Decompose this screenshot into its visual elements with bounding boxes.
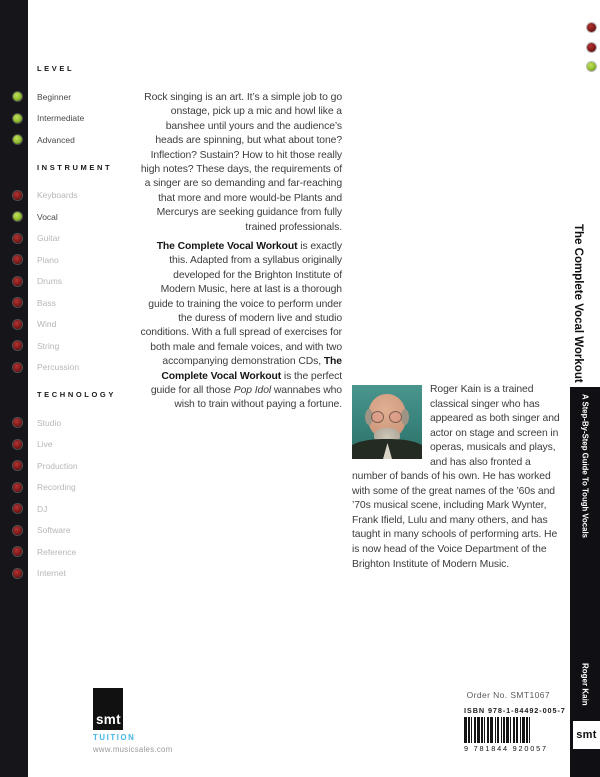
glasses-icon <box>371 411 384 423</box>
sidebar-item-software <box>0 520 150 542</box>
red-dot-icon <box>13 277 22 286</box>
description-text: is the perfect guide for all those <box>150 370 342 397</box>
sidebar-item-label: Vocal <box>37 211 58 222</box>
sidebar-item-wind <box>0 314 150 336</box>
red-dot-icon <box>13 341 22 350</box>
sidebar-item-keyboards <box>0 185 150 207</box>
green-dot-icon <box>13 135 22 144</box>
red-dot-icon <box>13 363 22 372</box>
sidebar-item-dj <box>0 498 150 520</box>
intro-paragraph: Rock singing is an art. It’s a simple job to go onstage, pick up a mic and howl like a banshee until yours and the audience’s heads are spinning, but what about tone? Inflection? Sustain? How to hit those really high notes? These days, the requirements of a singer are so demanding and far-reaching that more and more would-be Plants and Mercurys are seeking guidance from fully trained professionals. <box>140 92 342 233</box>
barcode <box>464 717 554 743</box>
spine-black-strip <box>570 387 600 777</box>
author-photo <box>352 385 422 459</box>
sidebar-item-label: Software <box>37 525 71 536</box>
sidebar-item-label: Drums <box>37 276 63 287</box>
book-title-inline: The Complete Vocal Workout <box>161 356 342 382</box>
sidebar-item-label: Internet <box>37 568 66 579</box>
sidebar-item-guitar <box>0 228 150 250</box>
red-dot-icon <box>13 526 22 535</box>
sidebar-item-piano <box>0 249 150 271</box>
sidebar-item-bass <box>0 292 150 314</box>
barcode-digits: 9 781844 920057 <box>464 744 548 753</box>
sidebar-item-vocal <box>0 206 150 228</box>
sidebar-item-studio <box>0 412 150 434</box>
green-dot-icon <box>587 62 596 71</box>
description-text: wannabes who wish to train without paying a fortune. <box>174 385 342 411</box>
sidebar-item-label: DJ <box>37 503 48 514</box>
sidebar-item-label: Recording <box>37 482 76 493</box>
red-dot-icon <box>13 440 22 449</box>
sidebar-item-intermediate <box>0 108 150 130</box>
sidebar-item-advanced <box>0 129 150 151</box>
red-dot-icon <box>587 23 596 32</box>
sidebar-item-recording <box>0 477 150 499</box>
sidebar-item-production <box>0 455 150 477</box>
section-heading: TECHNOLOGY <box>37 390 116 399</box>
section-heading: LEVEL <box>37 64 75 73</box>
sidebar-item-label: Reference <box>37 546 77 557</box>
spine-author: Roger Kain <box>580 663 590 706</box>
sidebar-item-label: Live <box>37 439 53 450</box>
sidebar-item-label: Studio <box>37 417 62 428</box>
sidebar-item-label: Advanced <box>37 134 75 145</box>
sidebar-item-label: Guitar <box>37 233 61 244</box>
photo-hair <box>401 409 409 425</box>
red-dot-icon <box>13 255 22 264</box>
sidebar-item-string <box>0 335 150 357</box>
sidebar-item-label: Production <box>37 460 78 471</box>
red-dot-icon <box>13 298 22 307</box>
category-sidebar <box>0 64 150 596</box>
red-dot-icon <box>13 418 22 427</box>
red-dot-icon <box>13 320 22 329</box>
red-dot-icon <box>13 191 22 200</box>
website-url: www.musicsales.com <box>93 745 173 754</box>
spine-title: The Complete Vocal Workout <box>572 224 584 383</box>
sidebar-item-label: Intermediate <box>37 113 85 124</box>
publisher-logo <box>93 688 123 730</box>
red-dot-icon <box>13 569 22 578</box>
spine-publisher-logo <box>573 721 600 749</box>
red-dot-icon <box>13 504 22 513</box>
red-dot-icon <box>13 483 22 492</box>
green-dot-icon <box>13 92 22 101</box>
sidebar-item-reference <box>0 541 150 563</box>
sidebar-item-label: Piano <box>37 254 59 265</box>
smt-logo-text: smt <box>576 729 597 741</box>
sidebar-item-label: String <box>37 340 60 351</box>
sidebar-item-live <box>0 434 150 456</box>
smt-logo-text: smt <box>96 712 121 727</box>
sidebar-item-label: Bass <box>37 297 56 308</box>
order-number: Order No. SMT1067 <box>466 690 550 700</box>
corner-status-dots <box>587 23 596 71</box>
section-heading: INSTRUMENT <box>37 162 113 172</box>
author-bio <box>352 383 564 572</box>
spine-subtitle: A Step-By-Step Guide To Tough Vocals <box>580 394 590 538</box>
sidebar-item-label: Beginner <box>37 91 72 102</box>
isbn-label: ISBN 978-1-84492-005-7 <box>464 706 566 715</box>
red-dot-icon <box>13 461 22 470</box>
series-label: TUITION <box>93 733 136 742</box>
glasses-icon <box>389 411 402 423</box>
sidebar-item-beginner <box>0 86 150 108</box>
green-dot-icon <box>13 114 22 123</box>
sidebar-item-drums <box>0 271 150 293</box>
sidebar-item-percussion <box>0 357 150 379</box>
sidebar-item-label: Percussion <box>37 362 80 373</box>
green-dot-icon <box>13 212 22 221</box>
pop-idol-italic: Pop Idol <box>233 385 272 397</box>
description-paragraph <box>138 240 342 413</box>
sidebar-item-internet <box>0 563 150 585</box>
sidebar-item-label: Keyboards <box>37 190 78 201</box>
sidebar-item-label: Wind <box>37 319 57 330</box>
red-dot-icon <box>587 43 596 52</box>
description-text: is exactly this. Adapted from a syllabus originally developed for the Brighton Institute of Modern Music, here at last is a thorough guide to training the voice to perform under the duress of modern live and studio conditions. With a full spread of exercises for both male and female voices, and with two accompanying demonstration CDs, <box>140 241 342 368</box>
author-bio-text: Roger Kain is a trained classical singer who has appeared as both singer and actor on stage and screen in operas, musicals and plays, and has also fronted a number of bands of his own. He has worked with some of the great names of the ’60s and ’70s musical scene, including Mark Wynter, Frank Ifield, Lulu and many others, and has taught in many schools of performing arts. He is now head of the Voice Department of the Brighton Institute of Modern Music. <box>352 384 560 570</box>
red-dot-icon <box>13 234 22 243</box>
book-title-inline: The Complete Vocal Workout <box>156 241 298 252</box>
red-dot-icon <box>13 547 22 556</box>
isbn-block <box>464 706 566 753</box>
